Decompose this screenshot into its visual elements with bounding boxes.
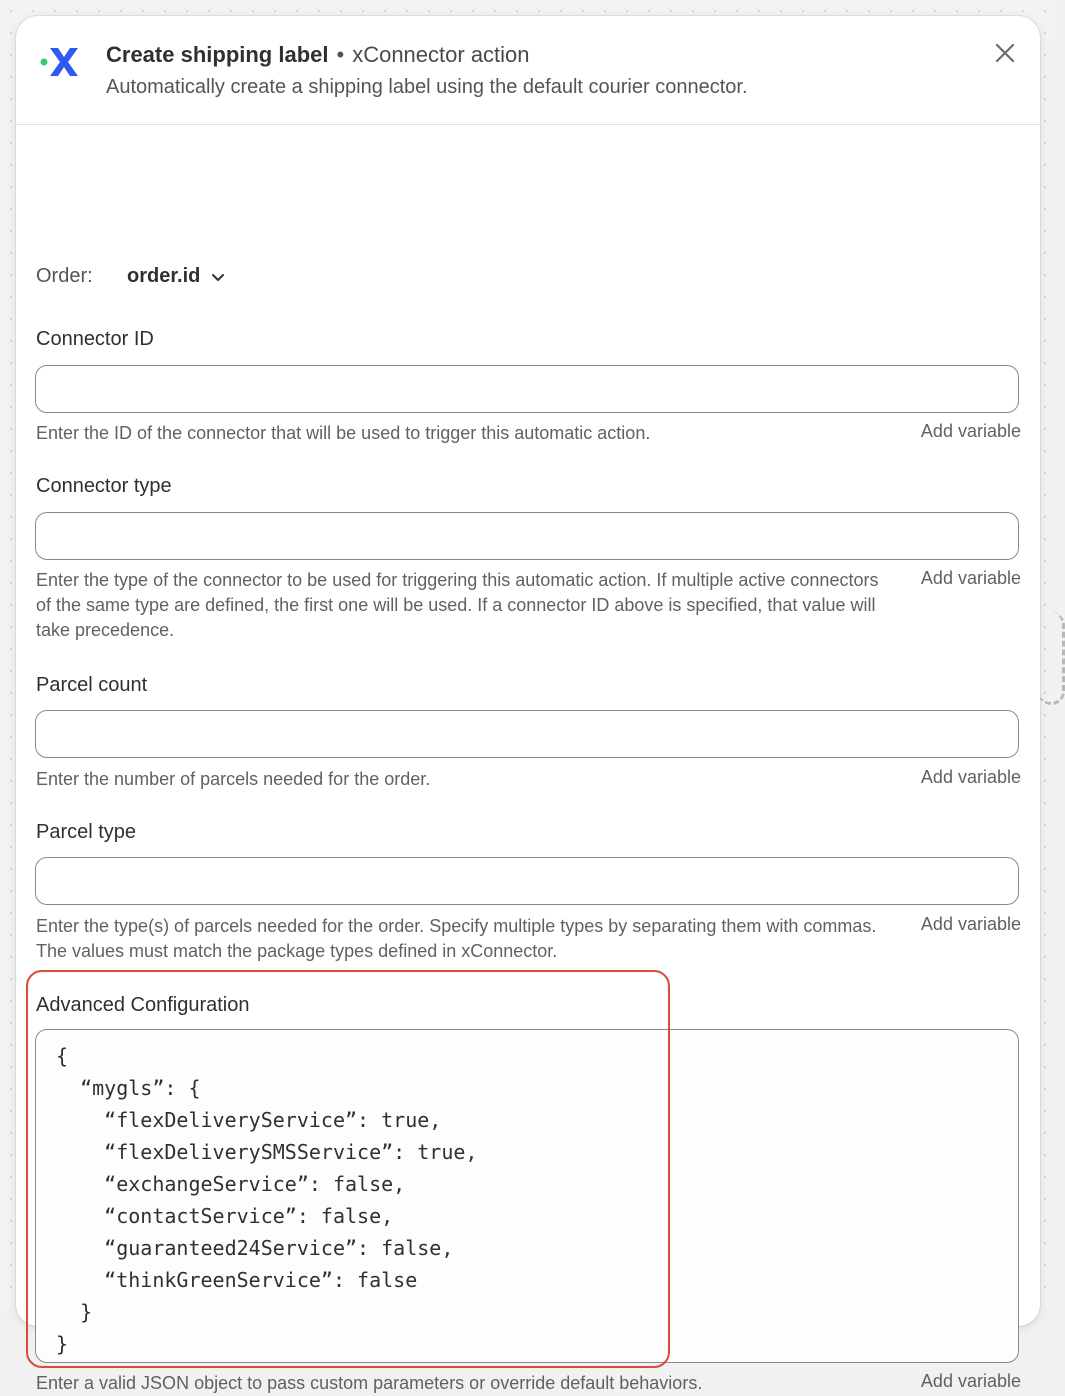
parcel-count-label: Parcel count xyxy=(36,674,148,696)
parcel-type-add-variable-link[interactable]: Add variable xyxy=(920,914,1021,934)
advanced-configuration-help: Enter a valid JSON object to pass custom parameters or override default behaviors. xyxy=(36,1373,703,1393)
connector-id-input[interactable] xyxy=(35,365,1019,413)
dialog-title: Create shipping label xyxy=(106,42,329,67)
connector-type-add-variable-link[interactable]: Add variable xyxy=(920,568,1021,588)
advanced-configuration-json-editor[interactable]: { “mygls”: { “flexDeliveryService”: true, “flexDeliverySMSService”: true, “exchangeService”: false, “contactService”: false, “guaranteed24Service”: false, “thinkGreenService”: false } } xyxy=(35,1029,1019,1363)
advanced-configuration-add-variable-link[interactable]: Add variable xyxy=(920,1371,1021,1391)
order-variable-dropdown[interactable] xyxy=(127,265,226,288)
close-icon[interactable] xyxy=(992,40,1018,66)
dialog-header xyxy=(16,16,1040,125)
connector-type-label: Connector type xyxy=(36,475,172,497)
parcel-type-input[interactable] xyxy=(35,857,1019,905)
parcel-type-label: Parcel type xyxy=(36,821,137,843)
connector-id-help: Enter the ID of the connector that will be used to trigger this automatic action. xyxy=(36,423,651,443)
title-separator: • xyxy=(336,42,345,67)
advanced-configuration-label: Advanced Configuration xyxy=(36,994,250,1016)
connector-type-input[interactable] xyxy=(35,512,1019,560)
action-type-label: xConnector action xyxy=(352,42,530,67)
parcel-count-add-variable-link[interactable]: Add variable xyxy=(920,767,1021,787)
connector-type-help: Enter the type of the connector to be used for triggering this automatic action. If multiple active connectors of the same type are defined, the first one will be used. If a connector ID above is specified, that value will take precedence. xyxy=(36,570,879,640)
chevron-down-icon xyxy=(210,269,226,285)
parcel-count-help: Enter the number of parcels needed for the order. xyxy=(36,769,431,789)
parcel-type-help: Enter the type(s) of parcels needed for the order. Specify multiple types by separating them with commas. The values must match the package types defined in xConnector. xyxy=(36,916,877,961)
order-label: Order: xyxy=(36,265,93,287)
dialog-description: Automatically create a shipping label using the default courier connector. xyxy=(106,76,748,98)
order-variable-value: order.id xyxy=(127,265,201,287)
create-shipping-label-dialog xyxy=(16,16,1040,1393)
dialog-title-line xyxy=(106,42,530,68)
order-selector-row xyxy=(36,265,226,288)
parcel-count-input[interactable] xyxy=(35,710,1019,758)
background-connector-edge xyxy=(1038,612,1065,705)
xconnector-logo-icon xyxy=(38,44,82,80)
connector-id-add-variable-link[interactable]: Add variable xyxy=(920,421,1021,441)
connector-id-label: Connector ID xyxy=(36,328,154,350)
